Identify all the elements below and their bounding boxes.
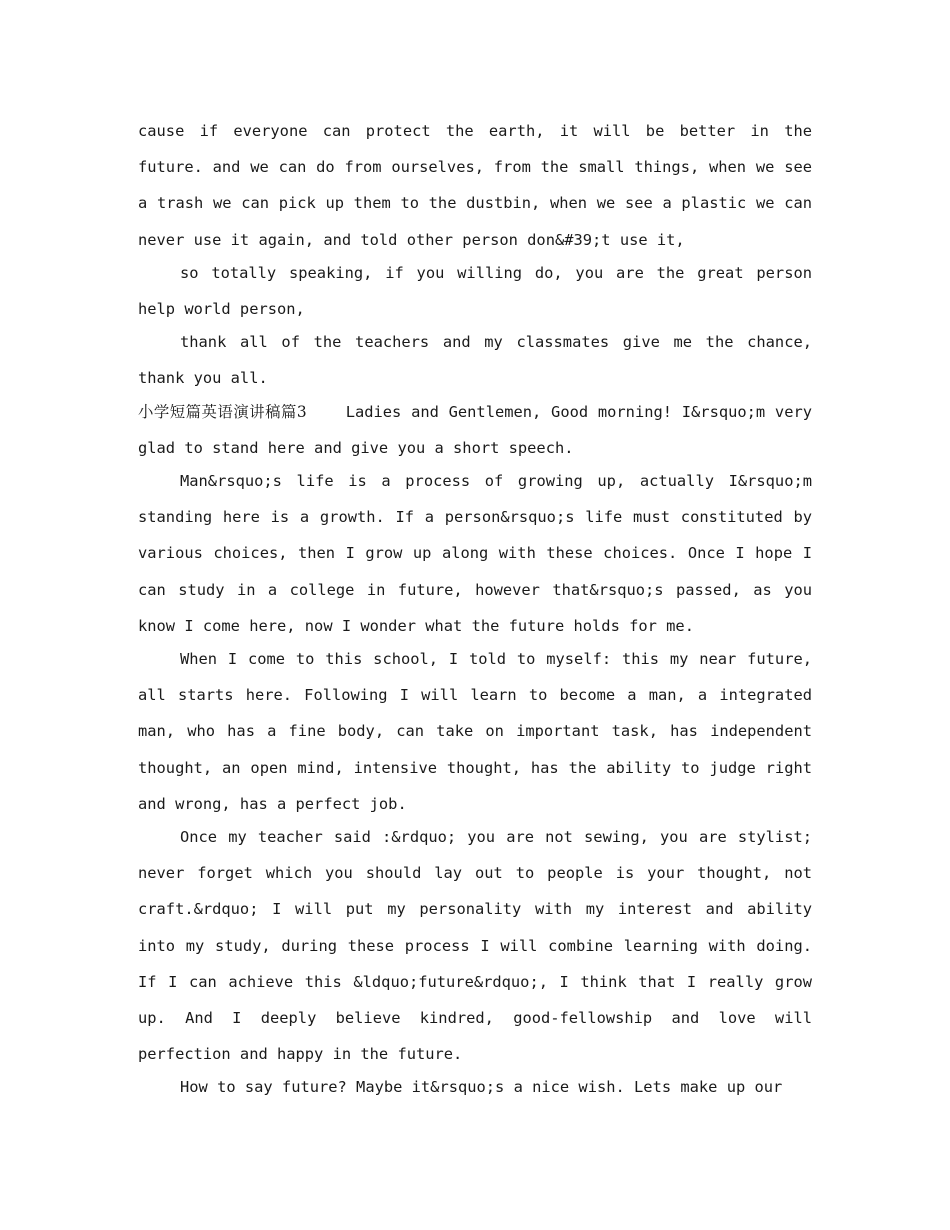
paragraph-4 (138, 394, 822, 466)
section-heading: 小学短篇英语演讲稿篇3 (138, 402, 307, 421)
paragraph-1: cause if everyone can protect the earth, it will be better in the future. and we can do from ourselves, from the small things, when we see a trash we can pick up them to the dustbin, when we see a plastic we can never use it again, and told other person don&#39;t use it, (138, 122, 812, 249)
paragraph-8: How to say future? Maybe it&rsquo;s a nice wish. Lets make up our (180, 1078, 783, 1097)
paragraph-6: When I come to this school, I told to myself: this my near future, all starts here. Following I will learn to become a man, a integrated man, who has a fine body, can take on important task, has independent thought, an open mind, intensive thought, has the ability to judge right and wrong, has a perfect job. (138, 650, 812, 813)
paragraph-5: Man&rsquo;s life is a process of growing up, actually I&rsquo;m standing here is a growth. If a person&rsquo;s life must constituted by various choices, then I grow up along with these choices. Once I hope I can study in a college in future, however that&rsquo;s passed, as you know I come here, now I wonder what the future holds for me. (138, 472, 812, 635)
paragraph-4-text: Ladies and Gentlemen, Good morning! I&rsquo;m very glad to stand here and give you a short speech. (138, 402, 822, 457)
paragraph-2: so totally speaking, if you willing do, you are the great person help world person, (138, 263, 812, 319)
paragraph-7: Once my teacher said :&rdquo; you are not sewing, you are stylist; never forget which you should lay out to people is your thought, not craft.&rdquo; I will put my personality with my interest and ability into my study, during these process I will combine learning with doing. If I can achieve this &ldquo;future&rdquo;, I think that I really grow up. And I deeply believe kindred, good-fellowship and love will perfection and happy in the future. (138, 828, 812, 1064)
paragraph-3: thank all of the teachers and my classmates give me the chance, thank you all. (138, 333, 812, 388)
document-page (138, 113, 822, 1106)
